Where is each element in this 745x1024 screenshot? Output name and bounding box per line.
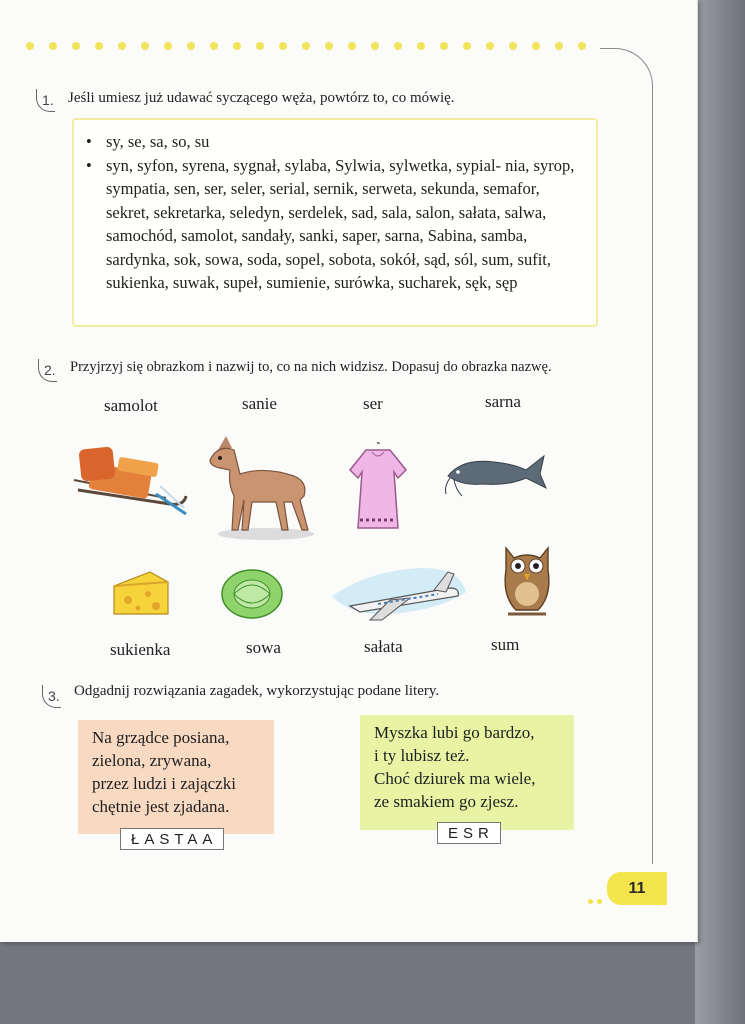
airplane-icon [330, 560, 468, 626]
dress-icon [346, 442, 410, 534]
word-ser: ser [363, 394, 383, 413]
riddle-2 [360, 715, 574, 830]
riddle-1-line: przez ludzi i zajączki [92, 774, 236, 793]
page-tab-dot [597, 899, 602, 904]
exercise-2-instruction: Przyjrzyj się obrazkom i nazwij to, co na nich widzisz. Dopasuj do obrazka nazwę. [70, 359, 552, 375]
exercise-2-number: 2. [44, 362, 56, 378]
deer-icon [204, 430, 322, 542]
page-tab-dot [588, 899, 593, 904]
exercise-1-number: 1. [42, 92, 54, 108]
sled-icon [70, 438, 190, 520]
word-sum: sum [491, 635, 520, 654]
word-salata: sałata [364, 637, 403, 656]
background-edge [695, 0, 745, 1024]
page-number: 11 [607, 872, 667, 905]
word-sanie: sanie [242, 394, 277, 413]
cheese-icon [110, 570, 172, 618]
riddle-2-line: i ty lubisz też. [374, 746, 470, 765]
syllables-line: • sy, se, sa, so, su [100, 130, 576, 154]
exercise-1-instruction: Jeśli umiesz już udawać syczącego węża, powtórz to, co mówię. [68, 90, 455, 106]
exercise-1-word-box [72, 118, 598, 327]
words-list: • syn, syfon, syrena, sygnał, sylaba, Sylwia, sylwetka, sypial- nia, syrop, sympatia, sen, ser, seler, serial, sernik, serweta, sekunda, semafor, sekret, sekretarka, seledyn, serdelek, sad, sala, salon, sałata, salwa, samochód, samolot, sandały, sanki, saper, sarna, Sabina, samba, sardynka, sok, sowa, soda, sopel, sobota, sokół, sąd, sól, sum, sufit, sukienka, suwak, supeł, sumienie, surówka, sucharek, sęk, sęp [100, 154, 576, 295]
word-sarna: sarna [485, 392, 521, 411]
word-sowa: sowa [246, 638, 281, 657]
riddle-1-letters: ŁASTAA [120, 828, 224, 850]
owl-icon [498, 540, 556, 618]
riddle-2-line: Choć dziurek ma wiele, [374, 769, 536, 788]
riddle-2-line: ze smakiem go zjesz. [374, 792, 519, 811]
dotted-border [26, 42, 586, 54]
word-sukienka: sukienka [110, 640, 171, 659]
riddle-1-line: Na grządce posiana, [92, 728, 230, 747]
riddle-1-line: zielona, zrywana, [92, 751, 212, 770]
page-frame-line [600, 48, 653, 864]
catfish-icon [442, 446, 548, 498]
riddle-1 [78, 720, 274, 834]
lettuce-icon [220, 568, 284, 620]
riddle-2-letters: ESR [437, 822, 501, 844]
riddle-1-line: chętnie jest zjadana. [92, 797, 230, 816]
riddle-2-line: Myszka lubi go bardzo, [374, 723, 535, 742]
exercise-3-instruction: Odgadnij rozwiązania zagadek, wykorzystując podane litery. [74, 683, 440, 699]
word-samolot: samolot [104, 396, 158, 415]
exercise-3-number: 3. [48, 688, 60, 704]
